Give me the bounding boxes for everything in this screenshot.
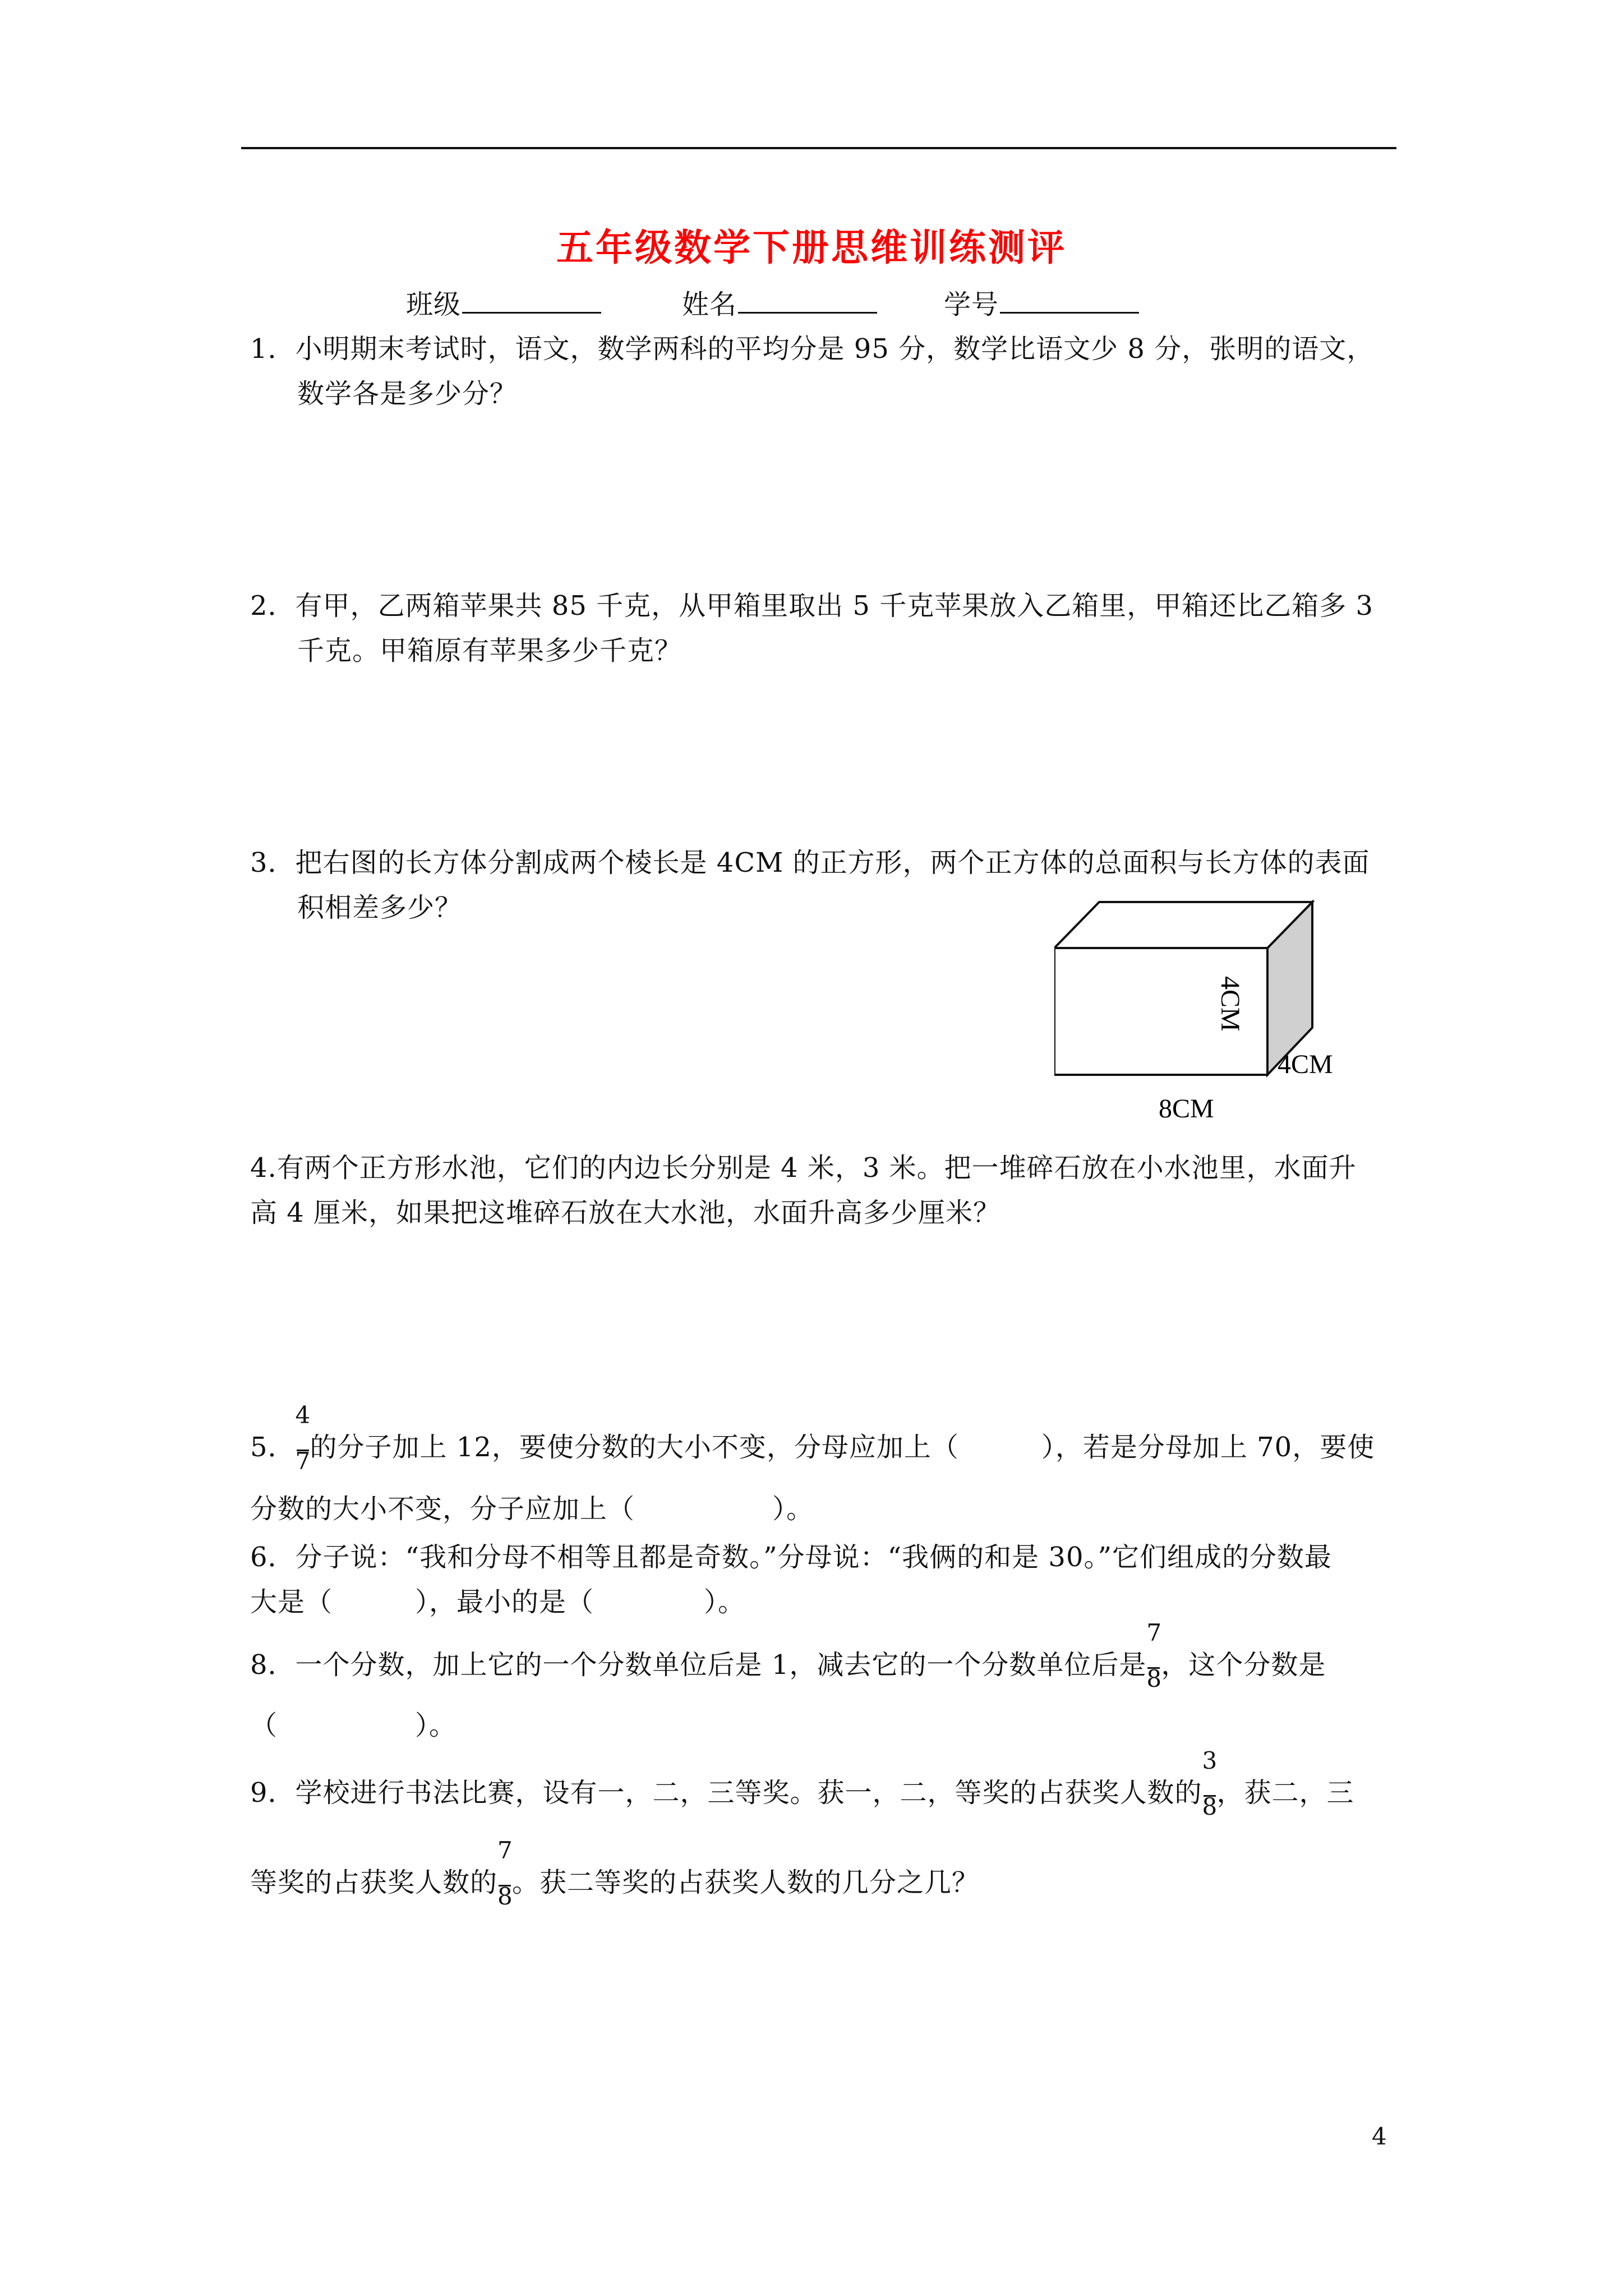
q5-prefix: 5． <box>250 1432 296 1463</box>
q5-fraction <box>295 1401 311 1475</box>
page-title: 五年级数学下册思维训练测评 <box>556 226 1067 269</box>
q9-line2-tail: 。获二等奖的占获奖人数的几分之几？ <box>512 1867 980 1898</box>
q9-fraction-2 <box>497 1836 513 1910</box>
q5-line1-rest: 的分子加上 12，要使分数的大小不变，分母应加上（ ），若是分母加上 70，要使 <box>310 1432 1375 1463</box>
q8-line2: （ ）。 <box>250 1710 457 1741</box>
q8-fraction <box>1146 1618 1163 1692</box>
class-field <box>406 287 601 321</box>
name-label: 姓名 <box>682 289 737 320</box>
q3-line2: 积相差多少？ <box>297 892 463 923</box>
q3-line1: 3．把右图的长方体分割成两个棱长是 4CM 的正方形，两个正方体的总面积与长方体的表面 <box>250 847 1370 878</box>
q5-frac-den: 7 <box>295 1447 311 1475</box>
q9-tail: ，获二，三 <box>1216 1777 1354 1809</box>
q9-frac1-num: 3 <box>1202 1746 1218 1774</box>
name-blank <box>738 287 877 314</box>
id-label: 学号 <box>944 289 999 320</box>
name-field <box>682 287 877 321</box>
q9-frac2-num: 7 <box>497 1836 513 1864</box>
q2-line1: 2．有甲，乙两箱苹果共 85 千克，从甲箱里取出 5 千克苹果放入乙箱里，甲箱还比乙箱多 3 <box>250 590 1373 622</box>
depth-label: 4CM <box>1278 1050 1333 1079</box>
q5-frac-num: 4 <box>295 1401 311 1429</box>
q9-line2 <box>250 1836 980 1910</box>
cuboid-figure <box>1054 898 1357 1133</box>
q1-line2: 数学各是多少分？ <box>297 378 518 409</box>
q8-frac-num: 7 <box>1146 1618 1163 1646</box>
cuboid-top-face <box>1054 902 1312 948</box>
top-rule <box>241 147 1396 149</box>
q9-line1 <box>250 1746 1354 1820</box>
class-label: 班级 <box>406 289 462 320</box>
q9-frac1-den: 8 <box>1202 1792 1218 1820</box>
q9-frac2-den: 8 <box>497 1882 513 1910</box>
q6-line2: 大是（ ），最小的是（ ）。 <box>250 1586 746 1618</box>
q8-frac-den: 8 <box>1146 1664 1163 1692</box>
page-number: 4 <box>1372 2123 1387 2150</box>
id-blank <box>1000 287 1139 314</box>
q9-line2-text: 等奖的占获奖人数的 <box>250 1867 498 1898</box>
id-field <box>944 287 1139 321</box>
q2-line2: 千克。甲箱原有苹果多少千克？ <box>297 635 683 666</box>
q4-line2: 高 4 厘米，如果把这堆碎石放在大水池，水面升高多少厘米？ <box>250 1197 1001 1228</box>
height-label: 4CM <box>1215 976 1245 1032</box>
q5-line2: 分数的大小不变，分子应加上（ ）。 <box>250 1493 814 1525</box>
q9-fraction-1 <box>1202 1746 1218 1820</box>
q9-text: 9．学校进行书法比赛，设有一，二，三等奖。获一，二，等奖的占获奖人数的 <box>250 1777 1202 1809</box>
q8-line1 <box>250 1618 1326 1692</box>
q5-line1 <box>250 1401 1375 1475</box>
q8-tail: ，这个分数是 <box>1161 1649 1326 1681</box>
q8-text: 8．一个分数，加上它的一个分数单位后是 1，减去它的一个分数单位后是 <box>250 1649 1147 1681</box>
class-blank <box>462 287 601 314</box>
q6-line1: 6．分子说：“我和分母不相等且都是奇数。”分母说：“我俩的和是 30。”它们组成的分数最 <box>250 1542 1332 1573</box>
length-label: 8CM <box>1159 1094 1214 1124</box>
q1-line1: 1．小明期末考试时，语文，数学两科的平均分是 95 分，数学比语文少 8 分，张明的语文， <box>250 333 1375 365</box>
q4-line1: 4.有两个正方形水池，它们的内边长分别是 4 米，3 米。把一堆碎石放在小水池里，水面升 <box>250 1152 1357 1184</box>
